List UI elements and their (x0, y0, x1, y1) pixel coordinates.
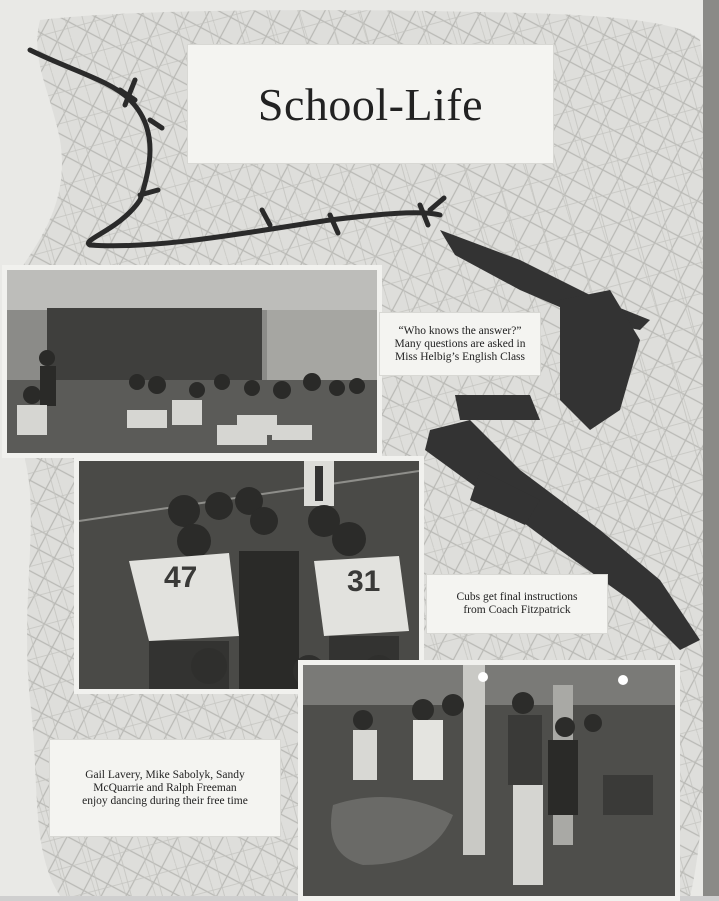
page-title: School-Life (188, 45, 553, 163)
jersey-number-right: 31 (347, 565, 381, 598)
classroom-caption-text: “Who knows the answer?” Many questions are asked in Miss Helbig’s English Class (394, 324, 526, 363)
football-caption (427, 575, 607, 633)
dance-photo (298, 660, 680, 901)
football-caption-text: Cubs get final instructions from Coach Fitzpatrick (456, 591, 578, 616)
dance-caption-text: Gail Lavery, Mike Sabolyk, Sandy McQuarrie and Ralph Freeman enjoy dancing during their free time (82, 768, 248, 807)
football-photo (74, 456, 424, 694)
classroom-caption (380, 313, 540, 375)
jersey-number-left: 47 (164, 561, 198, 594)
classroom-photo (2, 265, 382, 458)
dance-caption (50, 740, 280, 836)
